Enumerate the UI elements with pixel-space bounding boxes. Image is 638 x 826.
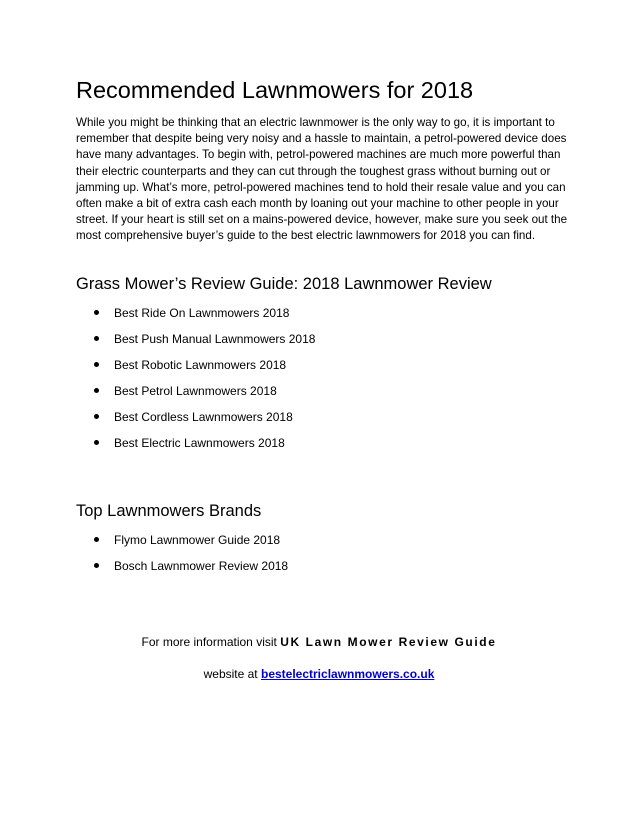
list-item-label: Best Push Manual Lawnmowers 2018 [114, 332, 316, 346]
brands-list [76, 533, 288, 585]
list-item-label: Best Ride On Lawnmowers 2018 [114, 306, 290, 320]
intro-line: While you might be thinking that an electric lawnmower is the only way to go, it is important to [76, 116, 555, 129]
footer-info-prefix: For more information visit [141, 635, 281, 649]
intro-paragraph [76, 115, 576, 245]
list-item-label: Bosch Lawnmower Review 2018 [114, 559, 289, 573]
bullet-icon [94, 310, 99, 315]
footer-website-prefix: website at [203, 667, 261, 681]
list-item-label: Best Petrol Lawnmowers 2018 [114, 384, 277, 398]
list-item [76, 358, 315, 384]
intro-line: jamming up. What’s more, petrol-powered machines tend to hold their resale value and you can [76, 180, 566, 194]
intro-line: often make a bit of extra cash each month by loaning out your machine to other people in your [76, 197, 559, 211]
list-item-label: Best Electric Lawnmowers 2018 [114, 436, 285, 450]
review-guide-heading: Grass Mower’s Review Guide: 2018 Lawnmower Review [76, 275, 492, 293]
list-item-label: Best Robotic Lawnmowers 2018 [114, 358, 287, 372]
brands-heading: Top Lawnmowers Brands [76, 502, 262, 520]
bullet-icon [94, 563, 99, 568]
list-item [76, 306, 315, 332]
footer-website-line [0, 667, 638, 681]
list-item [76, 410, 315, 436]
list-item-label: Best Cordless Lawnmowers 2018 [114, 410, 293, 424]
page-title: Recommended Lawnmowers for 2018 [76, 77, 474, 103]
list-item [76, 533, 288, 559]
bullet-icon [94, 388, 99, 393]
website-link[interactable]: bestelectriclawnmowers.co.uk [260, 667, 435, 681]
footer-info-line [0, 635, 638, 649]
bullet-icon [94, 537, 99, 542]
intro-line: street. If your heart is still set on a mains-powered device, however, make sure you seek out the [76, 213, 568, 227]
list-item [76, 332, 315, 358]
bullet-icon [94, 336, 99, 341]
list-item [76, 559, 288, 585]
intro-line: have many advantages. To begin with, petrol-powered machines are much more powerful than [76, 148, 561, 162]
bullet-icon [94, 362, 99, 367]
intro-line: their electric counterparts and they can cut through the toughest grass without burning out or [76, 164, 551, 178]
review-guide-list [76, 306, 315, 462]
list-item [76, 384, 315, 410]
list-item-label: Flymo Lawnmower Guide 2018 [114, 533, 281, 547]
intro-line: most comprehensive buyer’s guide to the best electric lawnmowers for 2018 you can find. [76, 229, 536, 243]
bullet-icon [94, 440, 99, 445]
intro-line: remember that despite being very noisy and a hassle to maintain, a petrol-powered device does [76, 132, 567, 146]
footer-site-name: UK Lawn Mower Review Guide [280, 635, 497, 649]
list-item [76, 436, 315, 462]
bullet-icon [94, 414, 99, 419]
